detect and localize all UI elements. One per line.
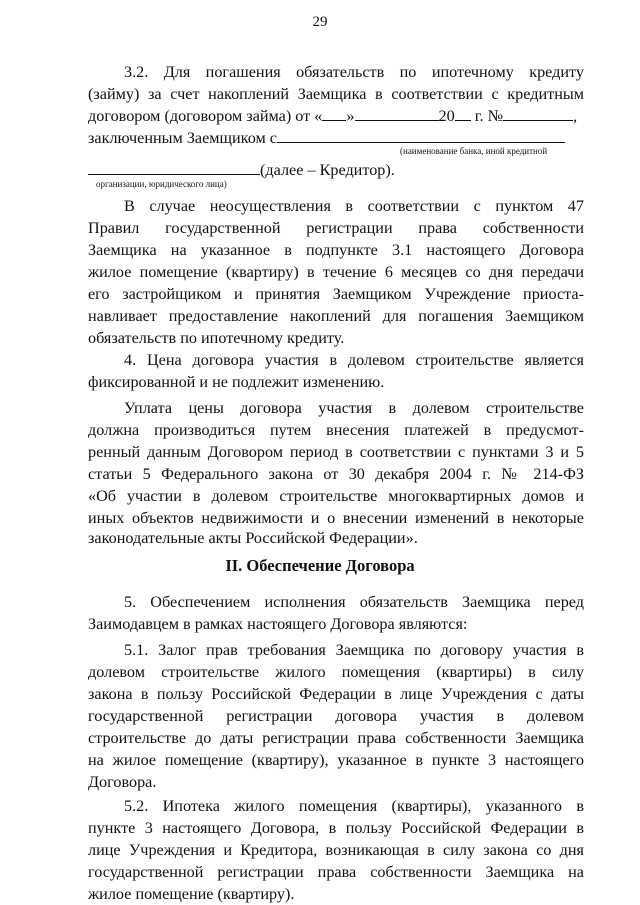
text-line: 5. Обеспечением исполнения обязательств Заемщика перед <box>124 593 584 611</box>
text-line: статьи 5 Федерального закона от 30 декабря 2004 г. № 214-ФЗ <box>88 465 584 483</box>
blank-field <box>503 106 573 121</box>
text-line: Заимодавцем в рамках настоящего Договора являются: <box>88 615 468 633</box>
text-fragment: » <box>346 107 355 125</box>
text-line: 3.2. Для погашения обязательств по ипотечному кредиту <box>124 63 584 81</box>
text-line: 5.2. Ипотека жилого помещения (квартиры), указанного в <box>124 797 584 815</box>
text-line: (займу) за счет накоплений Заемщика в соответствии с кредитным <box>88 85 584 103</box>
text-line <box>88 160 584 180</box>
text-line: фиксированной и не подлежит изменению. <box>88 373 385 391</box>
text-fragment: договором (договором займа) от « <box>88 107 323 125</box>
blank-field <box>355 106 439 121</box>
text-line: ренный данным Договором период в соответствии с пунктами 3 и 5 <box>88 443 584 461</box>
text-line: 4. Цена договора участия в долевом строительстве является <box>124 351 584 369</box>
text-line: долевом строительстве жилого помещения (квартиры) в силу <box>88 663 584 681</box>
blank-field <box>88 160 260 175</box>
text-fragment: заключенным Заемщиком с <box>88 129 277 147</box>
text-line: обязательств по ипотечному кредиту. <box>88 329 345 347</box>
text-line: законодательные акты Российской Федерации». <box>88 529 418 547</box>
text-line: Правил государственной регистрации права собственности <box>88 219 584 237</box>
text-fragment: 20 <box>438 107 455 125</box>
text-line: на жилое помещение (квартиру), указанное в пункте 3 настоящего <box>88 751 584 769</box>
text-line: 5.1. Залог прав требования Заемщика по договору участия в <box>124 641 584 659</box>
section-heading: II. Обеспечение Договора <box>225 556 415 575</box>
blank-field <box>455 106 471 121</box>
text-line <box>88 128 584 148</box>
text-fragment: г. № <box>470 107 504 125</box>
text-line: Уплата цены договора участия в долевом строительстве <box>124 399 584 417</box>
text-line: его застройщиком и принятия Заемщиком Учреждение приоста- <box>88 285 584 303</box>
text-line: закона в пользу Российской Федерации в лице Учреждения с даты <box>88 685 584 703</box>
blank-field <box>277 128 565 143</box>
text-fragment: (далее – Кредитор). <box>260 161 395 179</box>
text-line: лице Учреждения и Кредитора, возникающая в силу закона со дня <box>88 841 584 859</box>
text-line: пункте 3 настоящего Договора, в пользу Российской Федерации в <box>88 819 584 837</box>
text-line: навливает предоставление накоплений для погашения Заемщиком <box>88 307 584 325</box>
text-line: государственной регистрации договора участия в долевом <box>88 707 584 725</box>
text-line <box>88 106 584 126</box>
text-line: должна производиться путем внесения платежей в предусмот- <box>88 421 584 439</box>
page-number: 29 <box>312 14 328 30</box>
text-line: В случае неосуществления в соответствии с пунктом 47 <box>124 197 584 215</box>
text-line: Заемщика на указанное в подпункте 3.1 настоящего Договора <box>88 241 584 259</box>
text-line: государственной регистрации права собственности Заемщика на <box>88 863 584 881</box>
text-line: жилое помещение (квартиру) в течение 6 месяцев со дня передачи <box>88 263 584 281</box>
text-line: Договора. <box>88 773 157 791</box>
footnote-org: организации, юридического лица) <box>96 179 227 189</box>
blank-field <box>322 106 346 121</box>
text-line: иных объектов недвижимости и о внесении изменений в некоторые <box>88 509 584 527</box>
text-line: строительстве до даты регистрации права собственности Заемщика <box>88 729 584 747</box>
text-fragment: , <box>573 107 578 125</box>
text-line: «Об участии в долевом строительстве многоквартирных домов и <box>88 487 584 505</box>
footnote-bank: (наименование банка, иной кредитной <box>400 146 548 156</box>
text-line: жилое помещение (квартиру). <box>88 885 295 903</box>
